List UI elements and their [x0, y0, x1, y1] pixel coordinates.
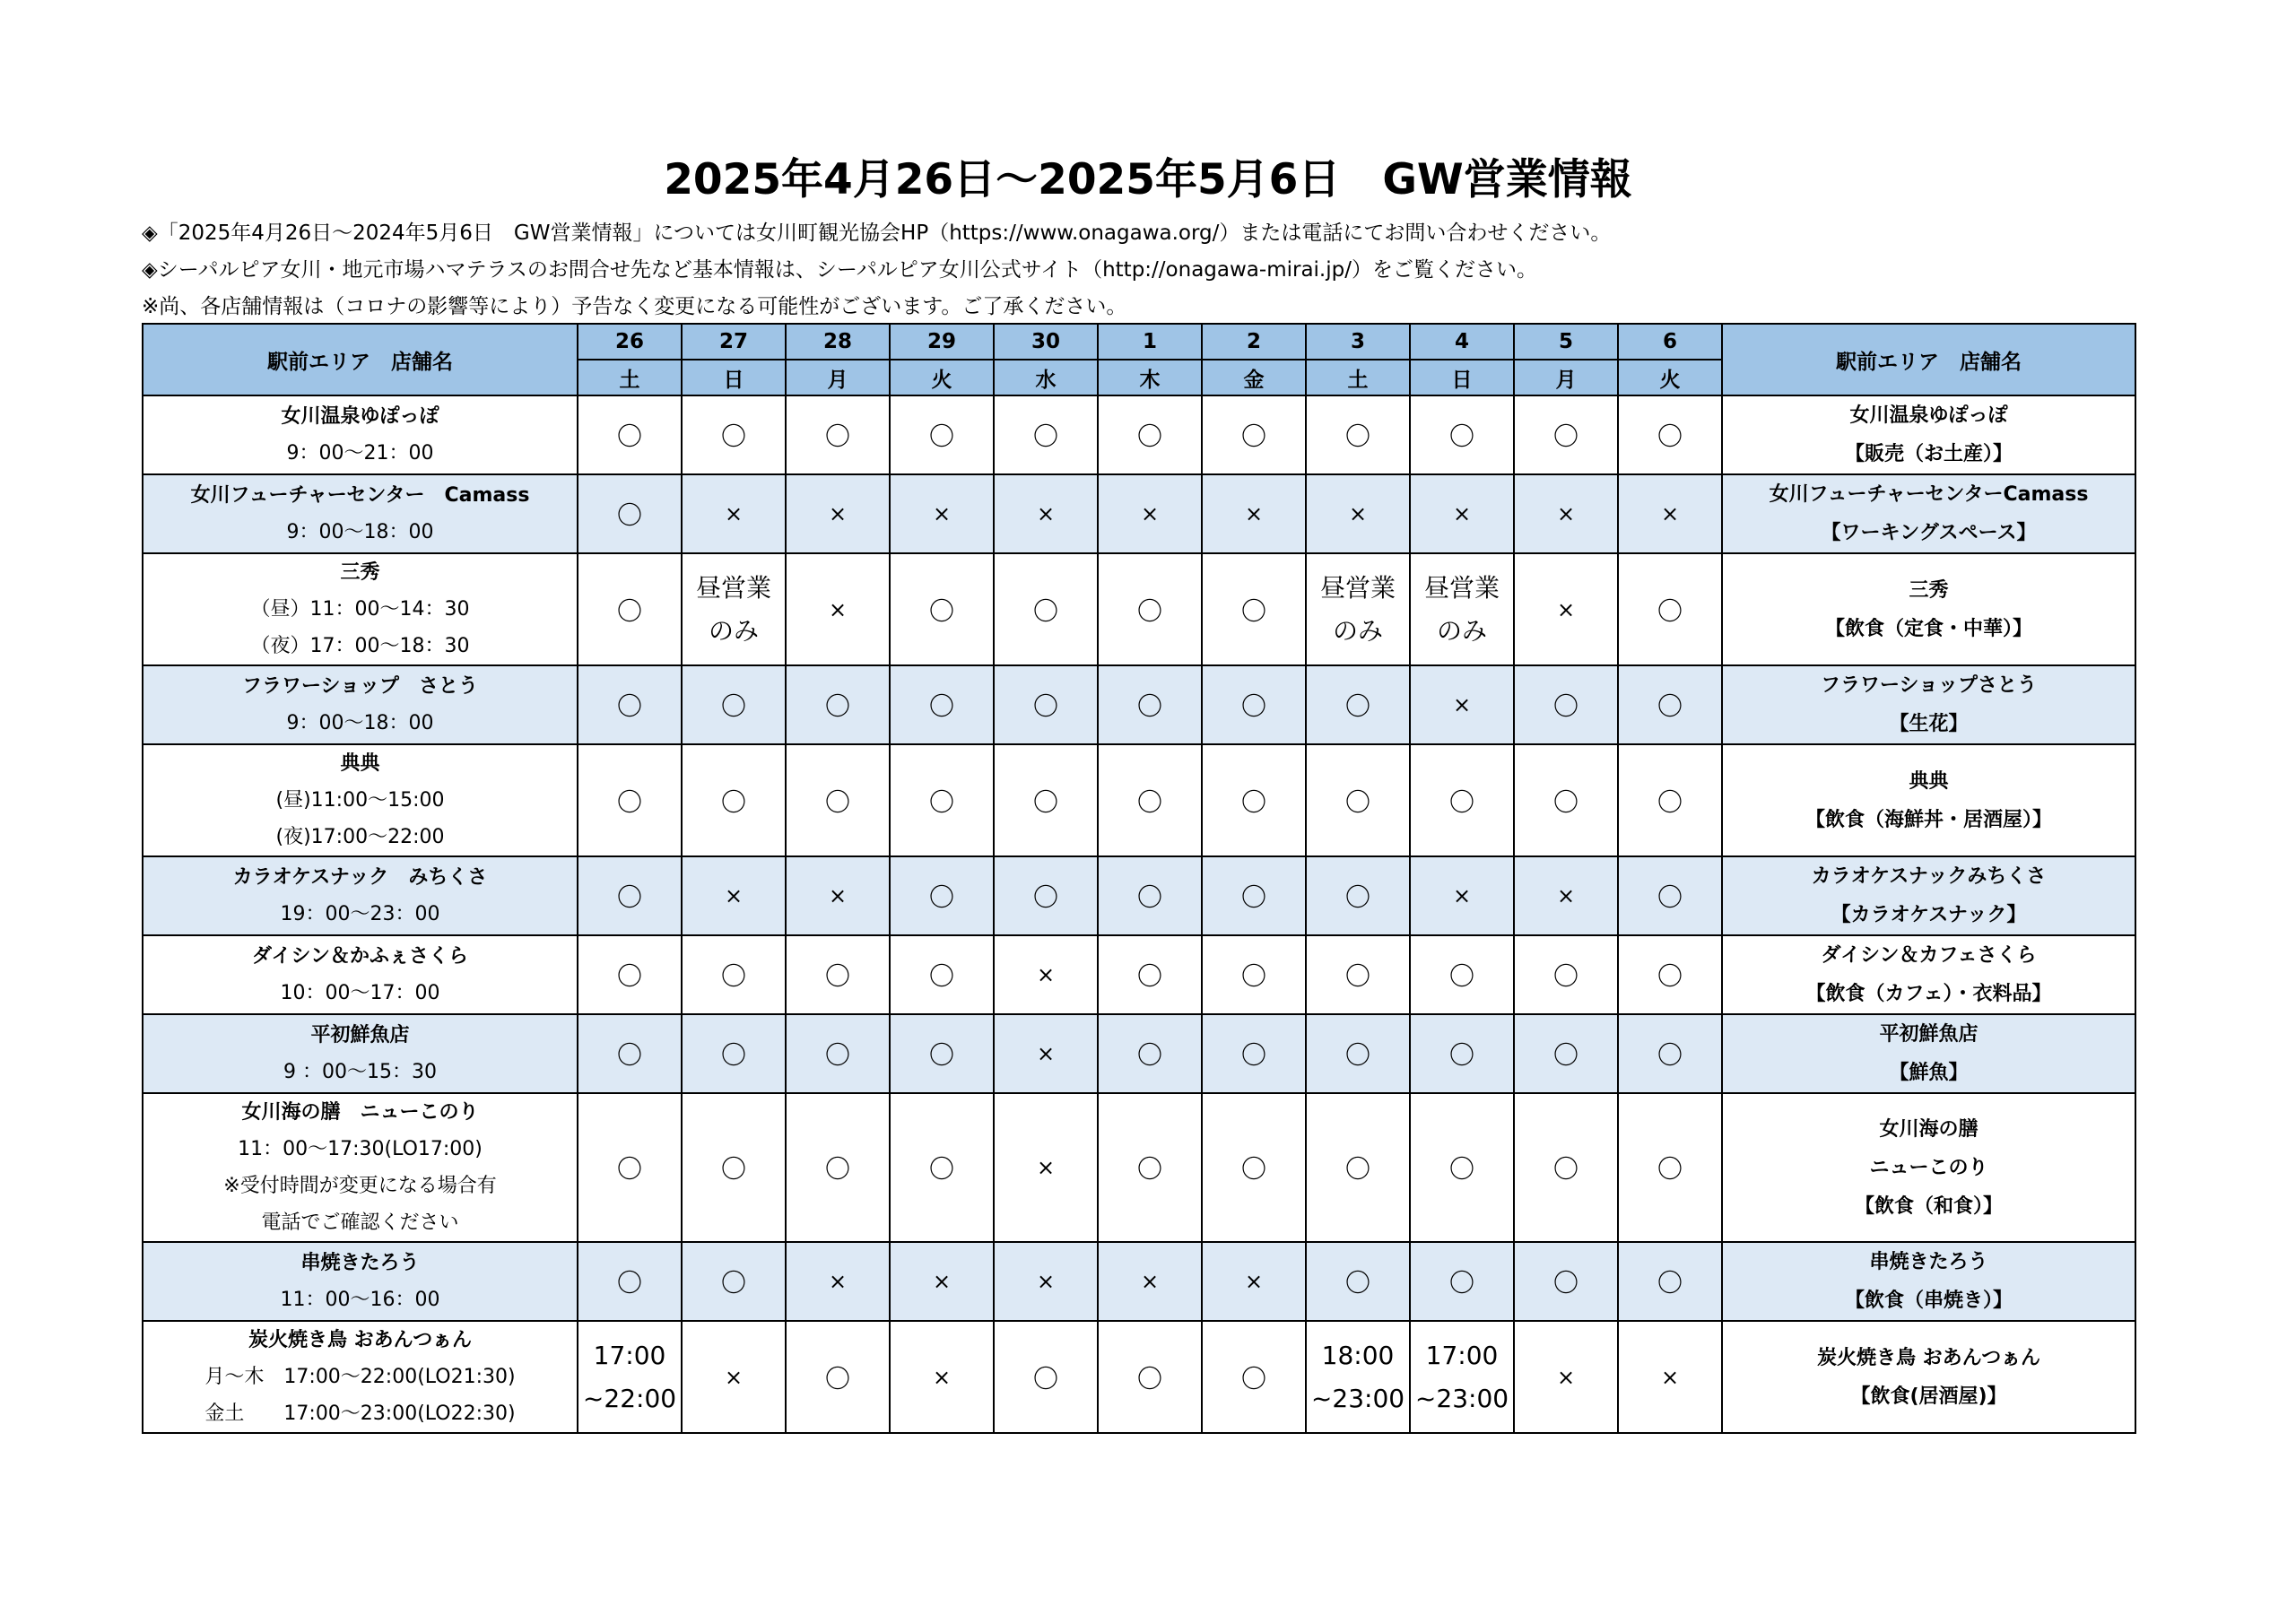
status-cell: 〇 [786, 395, 890, 474]
store-info-line: 【鮮魚】 [1889, 1062, 1969, 1084]
table-row [143, 474, 2135, 553]
status-cell: 〇 [578, 1242, 682, 1321]
weekday-header: 日 [682, 360, 786, 395]
status-cell: 〇 [1098, 1321, 1202, 1433]
status-cell: 〇 [1306, 856, 1410, 935]
status-cell: 〇 [1098, 744, 1202, 856]
status-cell: × [1306, 474, 1410, 553]
date-header: 5 [1514, 324, 1618, 360]
store-hours: 電話でご確認ください [261, 1211, 459, 1234]
status-cell: 〇 [682, 1242, 786, 1321]
status-cell: 〇 [1514, 395, 1618, 474]
status-cell: 〇 [682, 665, 786, 744]
store-info-cell [1722, 553, 2135, 665]
status-cell: 〇 [1410, 395, 1514, 474]
weekday-header: 水 [994, 360, 1098, 395]
status-cell: 〇 [890, 395, 994, 474]
date-header: 1 [1098, 324, 1202, 360]
status-cell: 〇 [1098, 395, 1202, 474]
store-cell [143, 1242, 578, 1321]
status-cell: 〇 [1410, 1093, 1514, 1242]
store-hours: (夜)17:00～22:00 [275, 826, 445, 848]
store-info-cell [1722, 395, 2135, 474]
status-cell: 〇 [578, 1093, 682, 1242]
weekday-header: 火 [1618, 360, 1722, 395]
status-cell: 〇 [890, 553, 994, 665]
table-row [143, 1014, 2135, 1093]
status-cell: 〇 [890, 744, 994, 856]
status-cell: 〇 [786, 665, 890, 744]
status-cell: × [994, 1014, 1098, 1093]
store-info-cell [1722, 1242, 2135, 1321]
status-cell: × [1410, 856, 1514, 935]
status-cell: × [1514, 553, 1618, 665]
status-cell: 〇 [994, 395, 1098, 474]
store-info-line: 女川海の膳 [1879, 1117, 1979, 1141]
status-cell: × [786, 856, 890, 935]
store-name: 女川温泉ゆぽっぽ [281, 405, 439, 428]
status-cell: 〇 [1306, 935, 1410, 1014]
status-cell: 〇 [1098, 665, 1202, 744]
status-cell: × [786, 1242, 890, 1321]
table-row [143, 1321, 2135, 1433]
status-cell: × [1514, 474, 1618, 553]
status-cell: 〇 [994, 744, 1098, 856]
status-cell: × [1410, 665, 1514, 744]
status-cell: 〇 [890, 935, 994, 1014]
store-name: 典典 [340, 752, 380, 775]
status-cell: × [890, 1321, 994, 1433]
status-cell: × [1202, 1242, 1306, 1321]
status-cell: 〇 [786, 744, 890, 856]
status-cell: 〇 [1202, 395, 1306, 474]
date-header: 2 [1202, 324, 1306, 360]
store-info-cell [1722, 474, 2135, 553]
store-info-cell [1722, 665, 2135, 744]
store-info-line: 女川温泉ゆぽっぽ [1849, 404, 2008, 427]
status-cell: 〇 [786, 1093, 890, 1242]
right-header: 駅前エリア 店舗名 [1722, 324, 2135, 395]
status-cell: 〇 [1202, 1093, 1306, 1242]
table-row [143, 1242, 2135, 1321]
status-cell: 〇 [890, 856, 994, 935]
store-hours: 10：00～17：00 [280, 982, 440, 1004]
table-row [143, 553, 2135, 665]
store-cell [143, 665, 578, 744]
status-cell: 〇 [1618, 744, 1722, 856]
status-cell: 〇 [1306, 1014, 1410, 1093]
status-cell: × [682, 856, 786, 935]
status-cell: 〇 [994, 856, 1098, 935]
store-info-line: ダイシン＆カフェさくら [1821, 944, 2037, 967]
store-info-line: 【飲食（カフェ）・衣料品】 [1805, 983, 2052, 1005]
weekday-header: 火 [890, 360, 994, 395]
status-cell: 〇 [1202, 1014, 1306, 1093]
status-cell: × [1514, 856, 1618, 935]
status-cell: 〇 [1306, 744, 1410, 856]
status-cell: × [1098, 474, 1202, 553]
store-info-line: 平初鮮魚店 [1879, 1023, 1979, 1046]
status-cell: 〇 [1410, 1242, 1514, 1321]
status-cell: 〇 [994, 553, 1098, 665]
store-info-cell [1722, 1321, 2135, 1433]
store-name: 女川フューチャーセンター Camass [190, 484, 530, 507]
table-row [143, 665, 2135, 744]
status-cell: 昼営業 のみ [1306, 553, 1410, 665]
status-cell: 〇 [1618, 935, 1722, 1014]
status-cell: 〇 [890, 1014, 994, 1093]
status-cell: 〇 [578, 1014, 682, 1093]
status-cell: 〇 [1514, 665, 1618, 744]
store-info-cell [1722, 744, 2135, 856]
status-cell: 〇 [578, 935, 682, 1014]
store-info-line: 【飲食(居酒屋)】 [1850, 1385, 2007, 1408]
status-cell: 〇 [682, 935, 786, 1014]
status-cell: 17:00 ~23:00 [1410, 1321, 1514, 1433]
status-cell: 〇 [1306, 395, 1410, 474]
store-name: 三秀 [340, 561, 380, 584]
store-info-line: 【カラオケスナック】 [1831, 904, 2027, 926]
store-hours: 月～木 17:00～22:00(LO21:30) [204, 1366, 516, 1388]
status-cell: 〇 [1618, 1093, 1722, 1242]
note-line: ※尚、各店舗情報は（コロナの影響等により）予告なく変更になる可能性がございます。ご了承ください。 [142, 295, 1127, 318]
status-cell: 〇 [1618, 1242, 1722, 1321]
status-cell: 〇 [1202, 1321, 1306, 1433]
status-cell: 〇 [1514, 744, 1618, 856]
status-cell: 〇 [1514, 1093, 1618, 1242]
date-header: 27 [682, 324, 786, 360]
status-cell: 〇 [1410, 935, 1514, 1014]
store-hours: 9：00～18：00 [286, 521, 434, 543]
store-hours: （夜）17：00～18：30 [250, 635, 470, 657]
store-hours: ※受付時間が変更になる場合有 [223, 1175, 497, 1197]
status-cell: 〇 [1098, 553, 1202, 665]
store-name: 女川海の膳 ニューこのり [241, 1101, 479, 1124]
status-cell: 〇 [578, 856, 682, 935]
status-cell: × [786, 474, 890, 553]
status-cell: 〇 [994, 665, 1098, 744]
status-cell: 〇 [1306, 1093, 1410, 1242]
notes [142, 215, 2205, 326]
store-hours: 11：00～16：00 [280, 1289, 440, 1311]
status-cell: 〇 [1618, 1014, 1722, 1093]
store-cell [143, 1093, 578, 1242]
table-row [143, 856, 2135, 935]
status-cell: 〇 [578, 474, 682, 553]
status-cell: × [1098, 1242, 1202, 1321]
weekday-header: 日 [1410, 360, 1514, 395]
status-cell: × [682, 1321, 786, 1433]
note-line: ◈「2025年4月26日～2024年5月6日 GW営業情報」については女川町観光協会HP（https://www.onagawa.org/）または電話にてお問い合わせください。 [142, 221, 1612, 245]
weekday-header: 月 [786, 360, 890, 395]
store-hours: 9：00～18：00 [286, 712, 434, 734]
page-title: 2025年4月26日～2025年5月6日 GW営業情報 [664, 155, 1632, 204]
status-cell: 〇 [578, 744, 682, 856]
status-cell: × [1202, 474, 1306, 553]
status-cell: 〇 [682, 395, 786, 474]
status-cell: 〇 [1202, 935, 1306, 1014]
status-cell: 〇 [1306, 1242, 1410, 1321]
status-cell: 〇 [1306, 665, 1410, 744]
status-cell: 〇 [682, 1014, 786, 1093]
store-info-cell [1722, 1093, 2135, 1242]
weekday-header: 木 [1098, 360, 1202, 395]
store-cell [143, 1014, 578, 1093]
status-cell: × [994, 474, 1098, 553]
store-hours: 19：00～23：00 [280, 903, 440, 925]
status-cell: × [682, 474, 786, 553]
store-info-line: 串焼きたろう [1869, 1251, 1988, 1273]
store-info-line: 【飲食（定食・中華）】 [1824, 617, 2032, 640]
weekday-header: 土 [578, 360, 682, 395]
status-cell: 〇 [578, 553, 682, 665]
status-cell: × [1618, 1321, 1722, 1433]
store-info-line: 【販売（お土産）】 [1844, 443, 2013, 465]
status-cell: 〇 [1202, 856, 1306, 935]
store-info-line: 【生花】 [1889, 713, 1969, 735]
status-cell: × [890, 1242, 994, 1321]
status-cell: × [890, 474, 994, 553]
store-info-line: ニューこのり [1869, 1156, 1988, 1179]
status-cell: 18:00 ~23:00 [1306, 1321, 1410, 1433]
store-hours: 11：00～17:30(LO17:00) [238, 1138, 483, 1160]
store-info-line: 典典 [1909, 769, 1949, 793]
schedule-table [142, 323, 2136, 1434]
table-row [143, 744, 2135, 856]
status-cell: 〇 [1098, 1014, 1202, 1093]
status-cell: 〇 [1410, 744, 1514, 856]
store-hours: 9 ：00～15：30 [283, 1061, 437, 1083]
status-cell: 〇 [1098, 856, 1202, 935]
store-cell [143, 856, 578, 935]
note-line: ◈シーパルピア女川・地元市場ハマテラスのお問合せ先など基本情報は、シーパルピア女川公式サイト（http://onagawa-mirai.jp/）をご覧ください。 [142, 258, 1537, 282]
store-hours: （昼）11：00～14：30 [250, 598, 470, 621]
status-cell: 〇 [1618, 665, 1722, 744]
weekday-header: 金 [1202, 360, 1306, 395]
date-header: 6 [1618, 324, 1722, 360]
status-cell: × [786, 553, 890, 665]
left-header: 駅前エリア 店舗名 [143, 324, 578, 395]
store-info-cell [1722, 935, 2135, 1014]
status-cell: 〇 [1618, 856, 1722, 935]
status-cell: 〇 [1202, 744, 1306, 856]
status-cell: 〇 [786, 1014, 890, 1093]
store-info-line: 【飲食（海鮮丼・居酒屋）】 [1805, 808, 2052, 831]
store-info-line: 【飲食（串焼き）】 [1844, 1290, 2013, 1312]
store-info-line: 女川フューチャーセンターCamass [1769, 483, 2089, 506]
store-info-line: 三秀 [1909, 578, 1949, 602]
status-cell: 昼営業 のみ [1410, 553, 1514, 665]
date-header: 28 [786, 324, 890, 360]
table-row [143, 1093, 2135, 1242]
store-cell [143, 1321, 578, 1433]
status-cell: × [994, 935, 1098, 1014]
store-info-line: カラオケスナックみちくさ [1811, 865, 2047, 888]
status-cell: 〇 [578, 395, 682, 474]
store-cell [143, 395, 578, 474]
date-header: 4 [1410, 324, 1514, 360]
weekday-header: 月 [1514, 360, 1618, 395]
store-cell [143, 474, 578, 553]
store-hours: 9：00～21：00 [286, 442, 434, 465]
status-cell: 〇 [1514, 935, 1618, 1014]
status-cell: 〇 [786, 1321, 890, 1433]
status-cell: 〇 [890, 665, 994, 744]
status-cell: × [1410, 474, 1514, 553]
store-cell [143, 553, 578, 665]
store-info-line: 【飲食（和食）】 [1854, 1194, 2003, 1218]
store-name: 串焼きたろう [300, 1252, 420, 1274]
status-cell: 〇 [1514, 1014, 1618, 1093]
status-cell: × [994, 1242, 1098, 1321]
status-cell: 〇 [682, 1093, 786, 1242]
store-name: カラオケスナック みちくさ [232, 866, 488, 889]
status-cell: 〇 [1202, 553, 1306, 665]
store-name: フラワーショップ さとう [241, 675, 479, 698]
status-cell: 〇 [786, 935, 890, 1014]
date-header: 30 [994, 324, 1098, 360]
status-cell: 〇 [578, 665, 682, 744]
store-hours: (昼)11:00～15:00 [275, 789, 445, 812]
table-row [143, 935, 2135, 1014]
date-header: 3 [1306, 324, 1410, 360]
store-cell [143, 744, 578, 856]
status-cell: × [1618, 474, 1722, 553]
date-header: 29 [890, 324, 994, 360]
store-name: ダイシン＆かふぇさくら [251, 945, 468, 968]
status-cell: 〇 [1202, 665, 1306, 744]
status-cell: × [994, 1093, 1098, 1242]
store-info-line: 炭火焼き鳥 おあんつぁん [1816, 1346, 2040, 1369]
store-info-line: 【ワーキングスペース】 [1821, 522, 2037, 544]
store-hours: 金土 17:00～23:00(LO22:30) [204, 1403, 516, 1425]
status-cell: 〇 [1618, 395, 1722, 474]
status-cell: 〇 [1618, 553, 1722, 665]
date-header: 26 [578, 324, 682, 360]
weekday-header: 土 [1306, 360, 1410, 395]
status-cell: 〇 [1410, 1014, 1514, 1093]
status-cell: 〇 [1514, 1242, 1618, 1321]
store-name: 炭火焼き鳥 おあんつぁん [248, 1329, 472, 1351]
store-info-cell [1722, 1014, 2135, 1093]
status-cell: 昼営業 のみ [682, 553, 786, 665]
store-cell [143, 935, 578, 1014]
status-cell: 〇 [1098, 935, 1202, 1014]
status-cell: 〇 [890, 1093, 994, 1242]
status-cell: 〇 [682, 744, 786, 856]
status-cell: 〇 [1098, 1093, 1202, 1242]
status-cell: × [1514, 1321, 1618, 1433]
status-cell: 17:00 ~22:00 [578, 1321, 682, 1433]
table-row [143, 395, 2135, 474]
status-cell: 〇 [994, 1321, 1098, 1433]
store-info-line: フラワーショップさとう [1820, 674, 2038, 697]
store-info-cell [1722, 856, 2135, 935]
store-name: 平初鮮魚店 [310, 1024, 410, 1046]
